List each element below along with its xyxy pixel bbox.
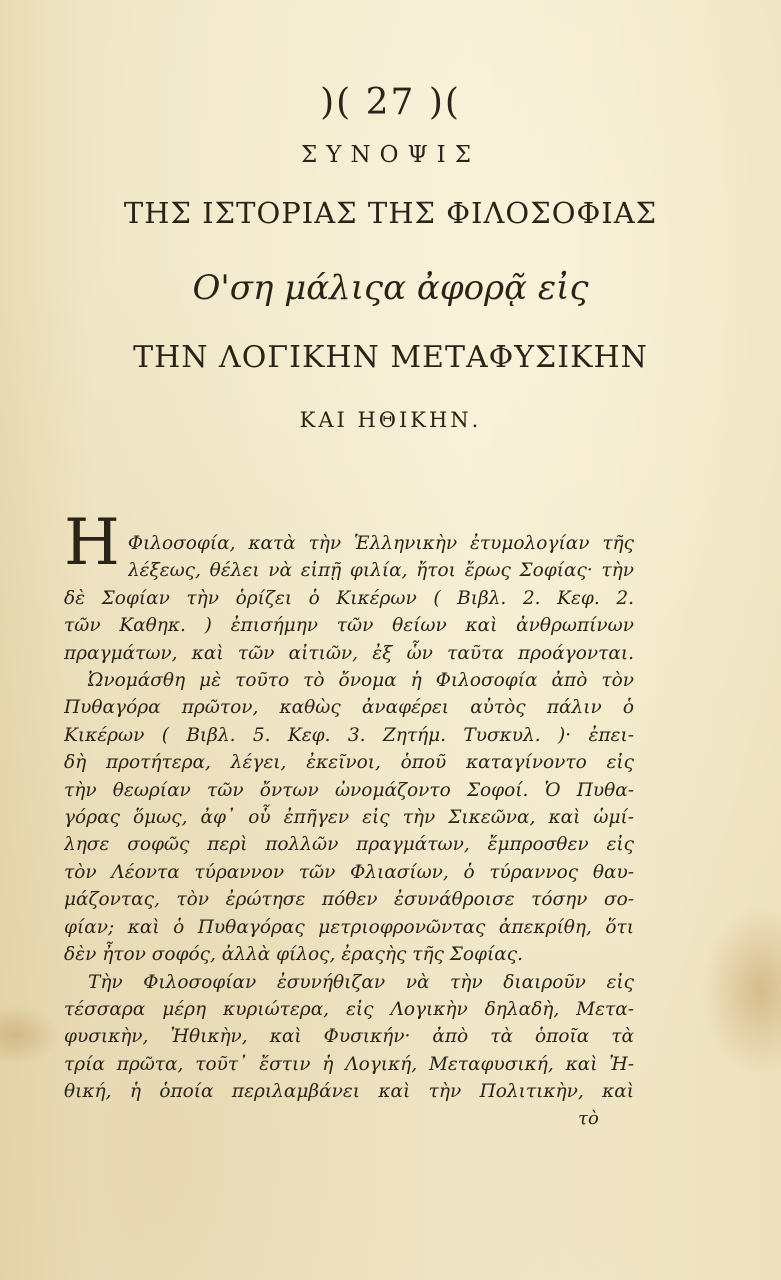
text-line: θική, ἡ ὁποία περιλαμβάνει καὶ τὴν Πολιτικὴν, καὶ xyxy=(64,1081,634,1103)
text-line: φυσικὴν, Ἠθικὴν, καὶ Φυσικήν· ἀπὸ τὰ ὁποῖα τὰ xyxy=(64,1026,634,1048)
text-line: Κικέρων ( Βιβλ. 5. Κεφ. 3. Ζητήμ. Τυσκυλ. )· ἐπει- xyxy=(64,724,634,746)
text-line: λέξεως, θέλει νὰ εἰπῇ φιλία, ἤτοι ἔρως Σοφίας· τὴν xyxy=(127,560,634,582)
text-line: δὲν ἦτον σοφός, ἀλλὰ φίλος, ἐραςὴς τῆς Σοφίας. xyxy=(64,944,523,966)
drop-cap: Η xyxy=(64,506,120,580)
text-line: Πυθαγόρα πρῶτον, καθὼς ἀναφέρει αὐτὸς πάλιν ὁ xyxy=(64,697,634,719)
body-text xyxy=(64,506,634,1106)
text-line: Τὴν Φιλοσοφίαν ἐσυνήθιζαν νὰ τὴν διαιροῦν εἰς xyxy=(88,971,634,993)
text-line: τέσσαρα μέρη κυριώτερα, εἰς Λογικὴν δηλαδὴ, Μετα- xyxy=(64,998,634,1020)
text-line: πραγμάτων, καὶ τῶν αἰτιῶν, ἐξ ὧν ταῦτα προάγονται. xyxy=(64,642,634,664)
heading-logic-metaphysics: ΤΗΝ ΛΟΓΙΚΗΝ ΜΕΤΑΦΥΣΙΚΗΝ xyxy=(133,340,648,375)
text-line: τὸν Λέοντα τύραννον τῶν Φλιασίων, ὁ τύραννος θαυ- xyxy=(64,861,634,883)
heading-history-of-philosophy: ΤΗΣ ΙΣΤΟΡΙΑΣ ΤΗΣ ΦΙΛΟΣΟΦΙΑΣ xyxy=(123,196,658,230)
text-line: φίαν; καὶ ὁ Πυθαγόρας μετριοφρονῶντας ἀπεκρίθη, ὅτι xyxy=(64,916,634,938)
paper-stain xyxy=(701,905,781,1075)
text-line: δὴ προτήτερα, λέγει, ἐκεῖνοι, ὁποῦ καταγίνοντο εἰς xyxy=(64,752,634,774)
text-line: μάζοντας, τὸν ἐρώτησε πόθεν ἐσυνάθροισε τόσην σο- xyxy=(64,889,634,911)
text-line: Ὠνομάσθη μὲ τοῦτο τὸ ὄνομα ἡ Φιλοσοφία ἀπὸ τὸν xyxy=(88,670,634,692)
text-line: δὲ Σοφίαν τὴν ὁρίζει ὁ Κικέρων ( Βιβλ. 2. Κεφ. 2. xyxy=(64,587,634,609)
text-line: λησε σοφῶς περὶ πολλῶν πραγμάτων, ἔμπροσθεν εἰς xyxy=(64,834,634,856)
heading-ethics: ΚΑΙ ΗΘΙΚΗΝ. xyxy=(299,408,482,432)
text-line: τῶν Καθηκ. ) ἐπισήμην τῶν θείων καὶ ἀνθρωπίνων xyxy=(64,615,634,637)
heading-synopsis: ΣΥΝΟΨΙΣ xyxy=(301,142,480,168)
page-number: )( 27 )( xyxy=(320,82,461,123)
text-line: γόρας ὅμως, ἀφ᾽ οὗ ἐπῆγεν εἰς τὴν Σικεῶνα, καὶ ὡμί- xyxy=(64,807,634,829)
catchword: τὸ xyxy=(578,1108,599,1129)
heading-subtitle: Ο'ση μάλιςα ἀφορᾷ εἰς xyxy=(192,268,589,308)
text-line: τρία πρῶτα, τοῦτ᾽ ἔστιν ἡ Λογική, Μεταφυσική, καὶ Ἠ- xyxy=(64,1053,634,1075)
text-line: Φιλοσοφία, κατὰ τὴν Ἑλληνικὴν ἐτυμολογίαν τῆς xyxy=(127,533,634,554)
paper-stain xyxy=(0,1005,60,1065)
text-line: τὴν θεωρίαν τῶν ὄντων ὠνομάζοντο Σοφοί. Ὁ Πυθα- xyxy=(64,779,634,801)
